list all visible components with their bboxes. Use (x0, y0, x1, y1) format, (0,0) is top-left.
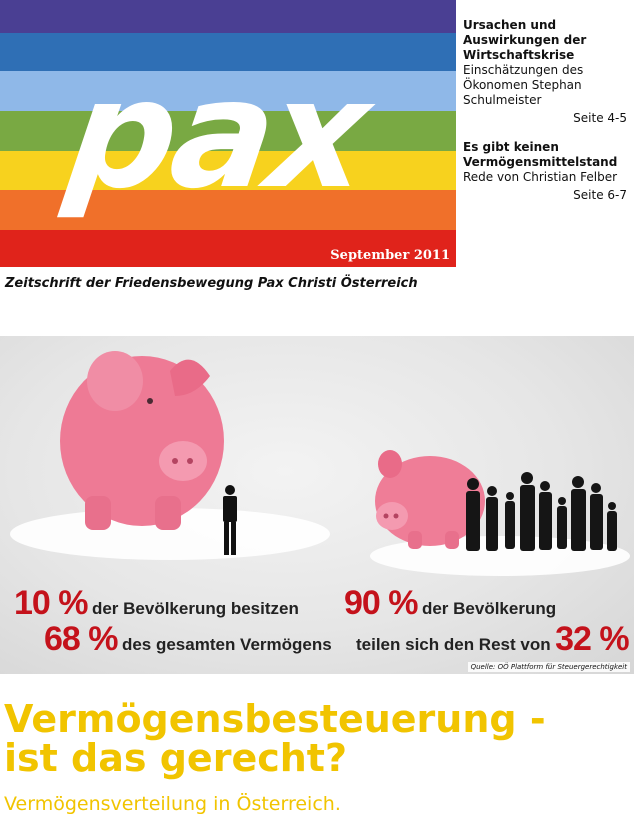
stat-right-text-2: teilen sich den Rest von (356, 635, 551, 654)
cover-subheadline: Vermögensverteilung in Österreich. (4, 793, 341, 815)
stat-right-line2 (356, 620, 629, 659)
pax-logo: pax (57, 48, 376, 222)
source-caption: Quelle: OÖ Plattform für Steuergerechtigkeit (468, 662, 630, 672)
stat-right-text-1: der Bevölkerung (421, 599, 557, 618)
toc-page: Seite 4-5 (573, 111, 627, 125)
cover-headline (4, 697, 546, 780)
wealth-infographic (0, 336, 634, 674)
magazine-subtitle: Zeitschrift der Friedensbewegung Pax Christi Österreich (5, 276, 418, 291)
toc-entry[interactable] (463, 140, 633, 203)
stat-right-line1 (344, 584, 556, 623)
masthead (0, 0, 456, 267)
toc-description: Rede von Christian Felber (463, 170, 618, 184)
piggy-bank-large-icon (60, 351, 224, 530)
toc-page: Seite 6-7 (573, 188, 627, 202)
headline-line-2: ist das gerecht? (4, 736, 348, 780)
stat-right-percent-1: 90 % (344, 584, 418, 622)
stat-left-text-1: der Bevölkerung besitzen (91, 599, 299, 618)
table-of-contents (463, 18, 633, 203)
stat-left-text-2: des gesamten Vermögens (121, 635, 332, 654)
toc-description: Einschätzungen des Ökonomen Stephan Schulmeister (463, 63, 584, 107)
crowd-silhouette (466, 472, 617, 551)
toc-title: Es gibt keinen Vermögensmittelstand (463, 140, 618, 169)
stripe-purple (0, 0, 456, 33)
stat-left-percent-1: 10 % (14, 584, 88, 622)
issue-date: September 2011 (330, 248, 450, 263)
toc-entry[interactable] (463, 18, 633, 126)
stat-right-percent-2: 32 % (555, 620, 629, 658)
stat-left-line2 (44, 620, 332, 659)
stat-left-percent-2: 68 % (44, 620, 118, 658)
headline-line-1: Vermögensbesteuerung - (4, 697, 546, 741)
stat-left-line1 (14, 584, 299, 623)
toc-title: Ursachen und Auswirkungen der Wirtschaftskrise (463, 18, 587, 62)
